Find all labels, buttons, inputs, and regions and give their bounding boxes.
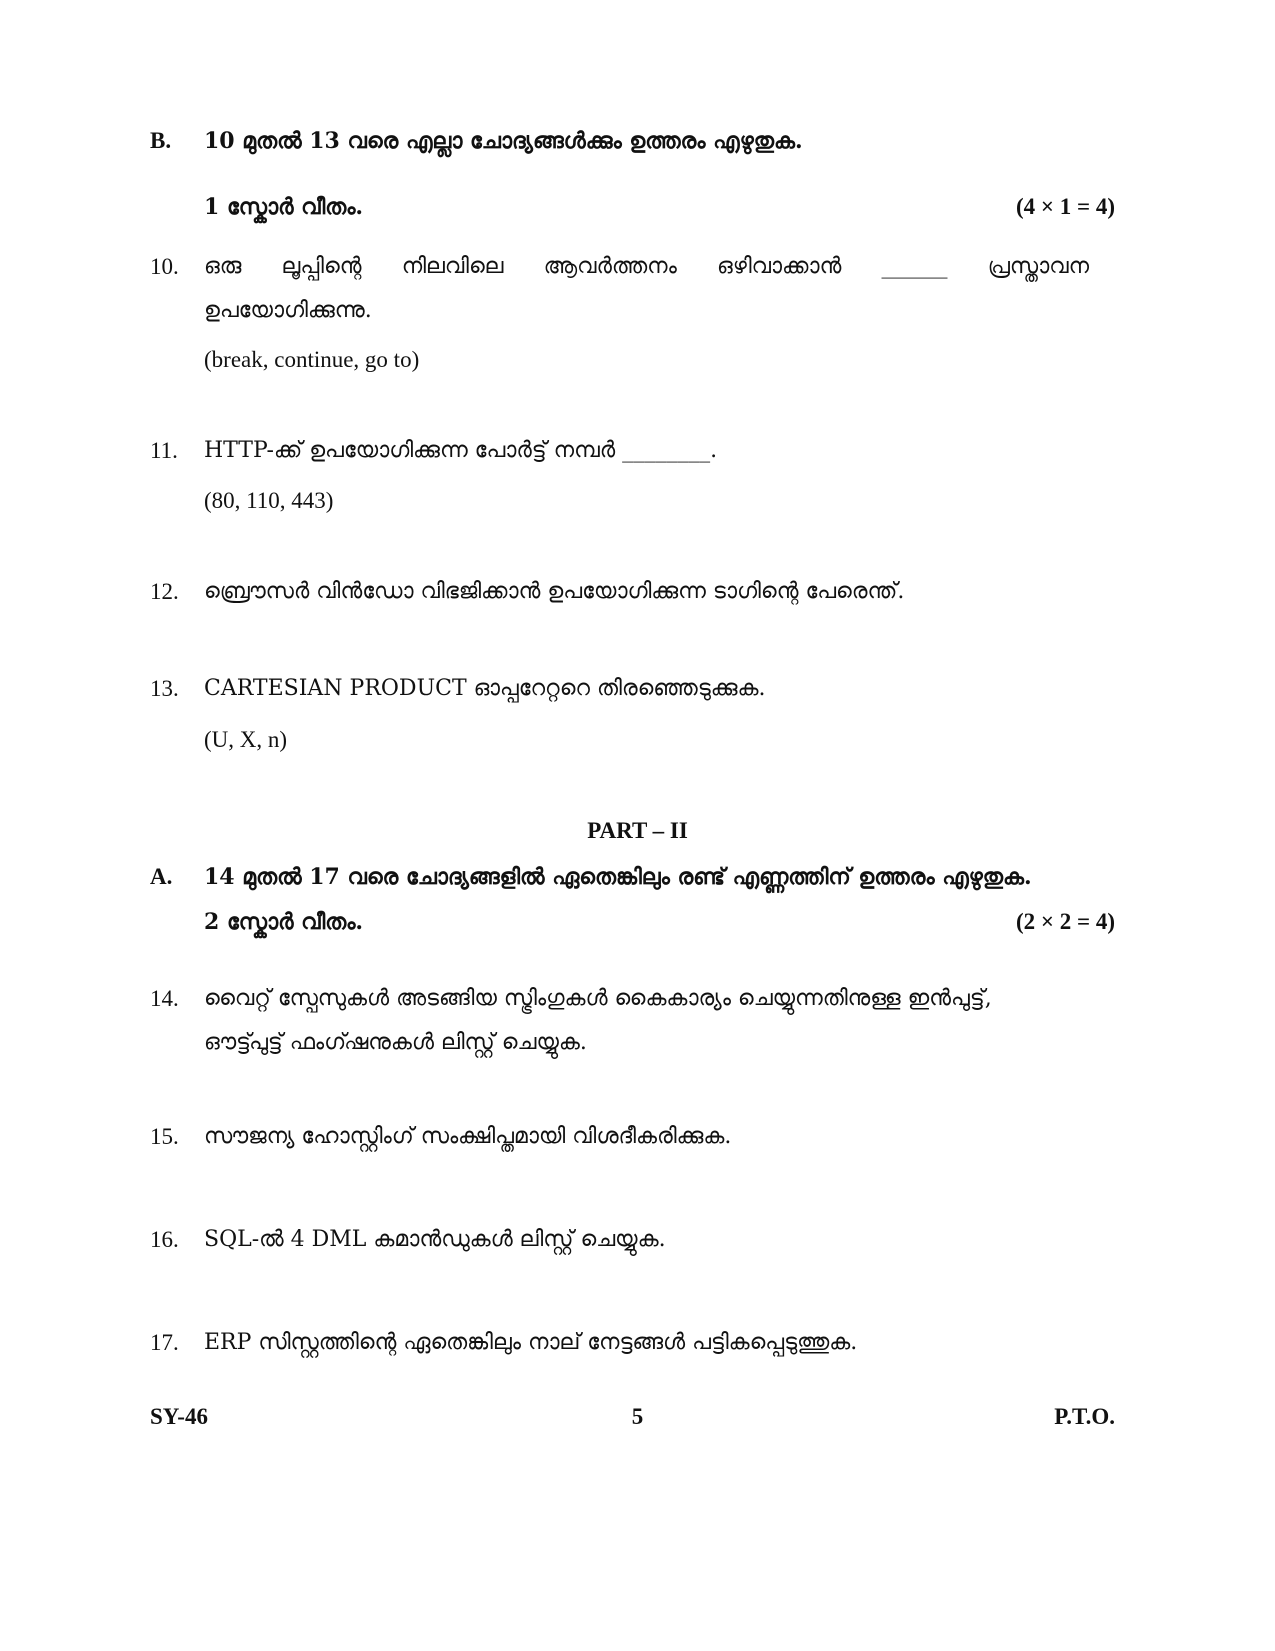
question-15-text: സൗജന്യ ഹോസ്റ്റിംഗ് സംക്ഷിപ്തമായി വിശദീകരിക്കുക. [204, 1124, 732, 1149]
question-10-options: (break, continue, go to) [204, 347, 420, 372]
question-14-line2: ഔട്ട്പുട്ട് ഫംഗ്ഷനുകൾ ലിസ്റ്റ് ചെയ്യുക. [204, 1030, 587, 1055]
part-heading: PART – II [587, 818, 688, 843]
question-number: 11. [150, 438, 178, 463]
question-number: 15. [150, 1124, 179, 1149]
footer-page-number: 5 [631, 1404, 644, 1429]
question-10-line1 [204, 254, 1089, 279]
word: ഒരു [204, 254, 242, 279]
question-14-line1: വൈറ്റ് സ്പേസുകൾ അടങ്ങിയ സ്ട്രിംഗുകൾ കൈകാര്യം ചെയ്യുന്നതിനുള്ള ഇൻപുട്ട്, [204, 986, 992, 1011]
question-11-text: HTTP-ക്ക് ഉപയോഗിക്കുന്ന പോർട്ട് നമ്പർ ________. [204, 438, 718, 463]
answer-blank: ______ [881, 254, 948, 279]
question-number: 13. [150, 676, 179, 701]
section-a-marks: (2 × 2 = 4) [1015, 909, 1115, 934]
question-16-text: SQL-ൽ 4 DML കമാൻഡുകൾ ലിസ്റ്റ് ചെയ്യുക. [204, 1227, 666, 1252]
section-b-score-note: 1 സ്കോർ വീതം. [204, 194, 364, 220]
question-12-text: ബ്രൌസർ വിൻഡോ വിഭജിക്കാൻ ഉപയോഗിക്കുന്ന ടാഗിന്റെ പേരെന്ത്. [204, 579, 905, 604]
footer-paper-code: SY-46 [150, 1404, 208, 1429]
word: ലൂപ്പിന്റെ [281, 254, 362, 279]
word: ആവർത്തനം [543, 254, 677, 279]
word: ഒഴിവാക്കാൻ [717, 254, 842, 279]
section-a-label: A. [150, 864, 173, 889]
question-13-options: (U, X, n) [204, 727, 288, 752]
word: നിലവിലെ [401, 254, 504, 279]
question-number: 10. [150, 254, 179, 279]
word: പ്രസ്താവന [987, 254, 1089, 279]
question-number: 17. [150, 1330, 179, 1355]
question-number: 14. [150, 986, 179, 1011]
question-10-line2: ഉപയോഗിക്കുന്നു. [204, 298, 372, 323]
section-b-label: B. [150, 128, 172, 153]
question-13-text: CARTESIAN PRODUCT ഓപ്പറേറ്ററെ തിരഞ്ഞെടുക്കുക. [204, 676, 766, 701]
question-17-text: ERP സിസ്റ്റത്തിന്റെ ഏതെങ്കിലും നാല് നേട്ടങ്ങൾ പട്ടികപ്പെടുത്തുക. [204, 1330, 858, 1355]
section-b-instruction: 10 മുതൽ 13 വരെ എല്ലാ ചോദ്യങ്ങൾക്കും ഉത്തരം എഴുതുക. [204, 128, 803, 154]
question-number: 12. [150, 579, 179, 604]
section-b-marks: (4 × 1 = 4) [1015, 194, 1115, 219]
footer-pto: P.T.O. [1054, 1404, 1115, 1429]
section-a-score-note: 2 സ്കോർ വീതം. [204, 909, 364, 935]
section-a-instruction: 14 മുതൽ 17 വരെ ചോദ്യങ്ങളിൽ ഏതെങ്കിലും രണ്ട് എണ്ണത്തിന് ഉത്തരം എഴുതുക. [204, 864, 1032, 890]
question-number: 16. [150, 1227, 179, 1252]
question-11-options: (80, 110, 443) [204, 488, 334, 513]
